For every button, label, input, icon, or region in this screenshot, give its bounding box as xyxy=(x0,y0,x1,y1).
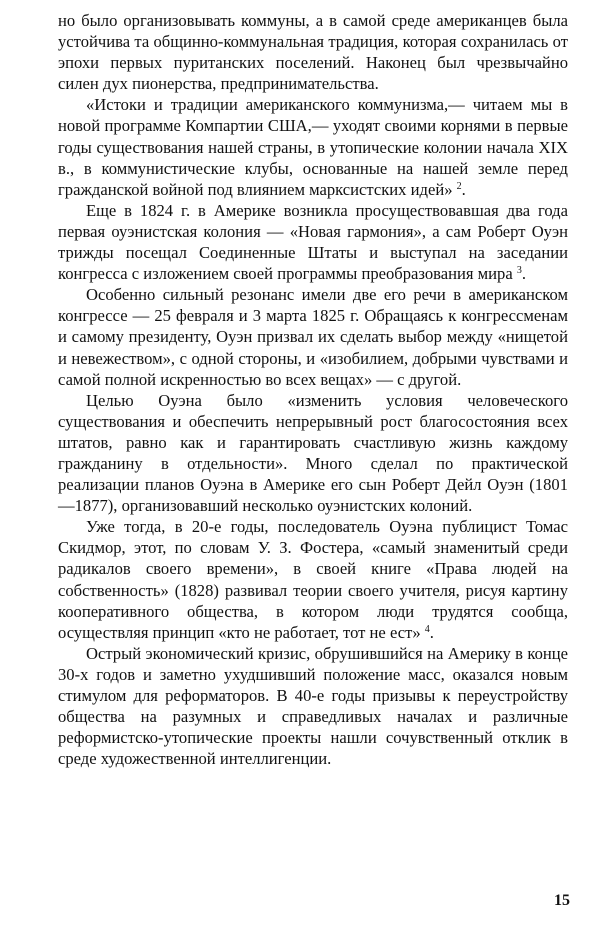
paragraph-3: Еще в 1824 г. в Америке возникла просуществовавшая два года первая оуэнистская колония — «Новая гармония», а сам Роберт Оуэн трижды посещал Соединенные Штаты и выступал на заседании конгресса с изложением своей программы преобразования мира $^3$. xyxy=(58,200,568,284)
paragraph-6-text: Уже тогда, в 20-е годы, последователь Оуэна публицист Томас Скидмор, этот, по словам У. З. Фостера, «самый знаменитый среди радикалов своего времени», в своей книге «Права людей на собственность» (1828) развивал теории своего учителя, рисуя картину кооперативного общества, в котором люди трудятся сообща, осуществляя принцип «кто не работает, тот не ест» xyxy=(58,517,568,642)
footnote-ref-3: 3 xyxy=(516,265,522,277)
footnote-ref-4: 4 xyxy=(424,623,430,635)
book-page-text xyxy=(58,10,568,769)
page-number: 15 xyxy=(554,892,570,909)
footnote-ref-2: 2 xyxy=(456,180,462,192)
paragraph-5-text: Целью Оуэна было «изменить условия человеческого существования и обеспечить непрерывный рост благосостояния всех штатов, равно как и гарантировать счастливую жизнь каждому гражданину в отдельности». Много сделал по практической реализации планов Оуэна в Америке его сын Роберт Дейл Оуэн (1801—1877), организовавший несколько оуэнистских колоний. xyxy=(58,390,568,516)
paragraph-2: «Истоки и традиции американского коммунизма,— читаем мы в новой программе Компартии США,— уходят своими корнями в первые годы существования нашей страны, в утопические колонии начала XIX в., в коммунистические клубы, основанные на нашей земле перед гражданской войной под влиянием марксистских идей» $^2$. xyxy=(58,95,568,199)
paragraph-7-text: Острый экономический кризис, обрушившийся на Америку в конце 30-х годов и заметно ухудшивший положение масс, оказался новым стимулом для реформаторов. В 40-е годы призывы к переустройству общества на разумных и справедливых началах и различные реформистско-утопические проекты нашли сочувственный отклик в среде художественной интеллигенции. xyxy=(58,643,568,769)
paragraph-6: Уже тогда, в 20-е годы, последователь Оуэна публицист Томас Скидмор, этот, по словам У. З. Фостера, «самый знаменитый среди радикалов своего времени», в своей книге «Права людей на собственность» (1828) развивал теории своего учителя, рисуя картину кооперативного общества, в котором люди трудятся сообща, осуществляя принцип «кто не работает, тот не ест» $^4$. xyxy=(58,517,568,642)
paragraph-5 xyxy=(58,390,568,517)
paragraph-2-text: «Истоки и традиции американского коммунизма,— читаем мы в новой программе Компартии США,— уходят своими корнями в первые годы существования нашей страны, в утопические колонии начала XIX в., в коммунистические клубы, основанные на нашей земле перед гражданской войной под влиянием марксистских идей» xyxy=(58,95,568,199)
paragraph-7 xyxy=(58,643,568,770)
paragraph-1 xyxy=(58,10,568,94)
paragraph-4-text: Особенно сильный резонанс имели две его речи в американском конгрессе — 25 февраля и 3 марта 1825 г. Обращаясь к конгрессменам и самому президенту, Оуэн призвал их сделать выбор между «нищетой и невежеством», с одной стороны, и «изобилием, добрыми чувствами и самой полной искренностью во всех вещах» — с другой. xyxy=(58,285,568,389)
paragraph-3-text: Еще в 1824 г. в Америке возникла просуществовавшая два года первая оуэнистская колония — «Новая гармония», а сам Роберт Оуэн трижды посещал Соединенные Штаты и выступал на заседании конгресса с изложением своей программы преобразования мира xyxy=(58,200,568,284)
paragraph-4 xyxy=(58,284,568,389)
paragraph-1-text: но было организовывать коммуны, а в самой среде американцев была устойчива та общинно-коммунальная традиция, которая сохранилась от эпохи первых пуританских поселений. Наконец был чрезвычайно силен дух пионерства, предпринимательства. xyxy=(58,11,568,94)
